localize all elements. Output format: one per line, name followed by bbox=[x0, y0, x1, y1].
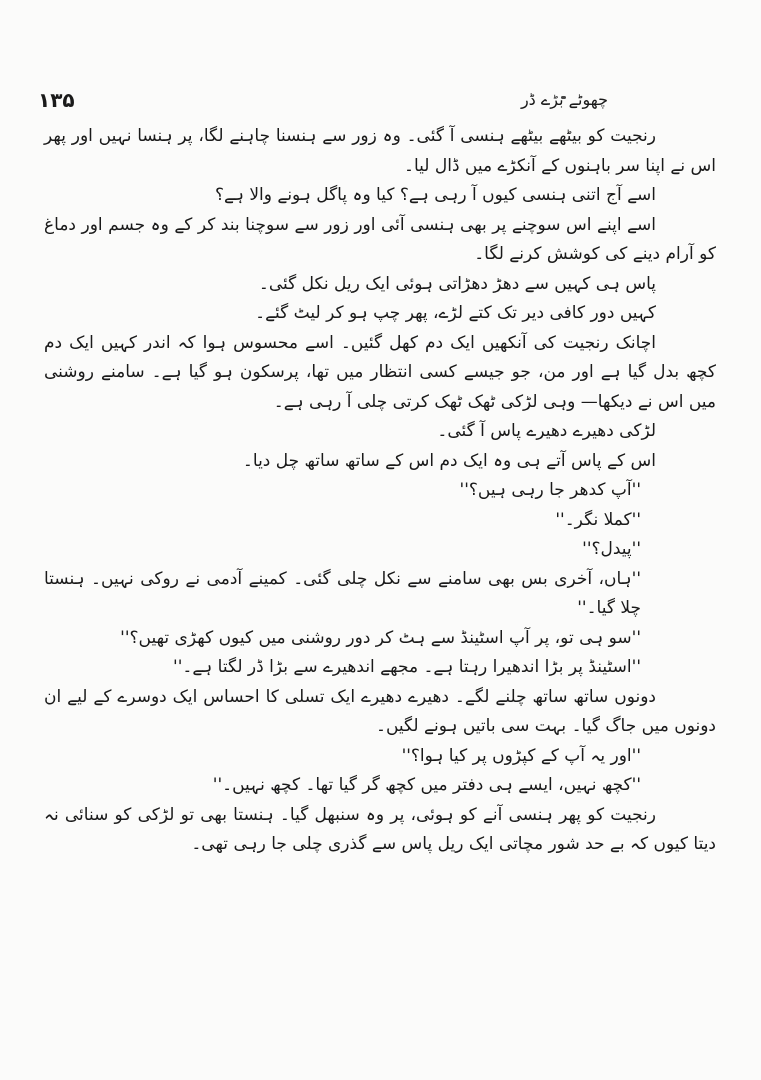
paragraph: اسے آج اتنی ہنسی کیوں آ رہی ہے؟ کیا وہ پاگل ہونے والا ہے؟ bbox=[214, 185, 656, 205]
paragraph: اس کے پاس آتے ہی وہ ایک دم اس کے ساتھ ساتھ چل دیا۔ bbox=[242, 450, 656, 471]
dialogue-line: ''کچھ نہیں، ایسے ہی دفتر میں کچھ گر گیا تھا۔ کچھ نہیں۔'' bbox=[212, 775, 641, 795]
page-number: ۱۳۵ bbox=[38, 88, 75, 112]
dialogue-line: ''پیدل؟'' bbox=[582, 539, 641, 559]
paragraph: رنجیت کو پھر ہنسی آنے کو ہوئی، پر وہ سنبھل گیا۔ ہنستا بھی تو لڑکی کو سنائی نہ دیتا کیوں کہ بے حد شور مچاتی ایک ریل پاس سے گذری چلی جا رہی تھی۔ bbox=[44, 804, 716, 854]
paragraph: اچانک رنجیت کی آنکھیں ایک دم کھل گئیں۔ اسے محسوس ہوا کہ اندر کہیں ایک دم کچھ بدل گیا ہے اور من، جو جیسے کسی انتظار میں تھا، پرسکون ہو گیا ہے۔ سامنے روشنی میں اس نے دیکھا— وہی لڑکی ٹھک ٹھک کرتی چلی آ رہی ہے۔ bbox=[44, 332, 716, 412]
paragraph: لڑکی دھیرے دھیرے پاس آ گئی۔ bbox=[437, 421, 656, 441]
dialogue-line: ''ہاں، آخری بس بھی سامنے سے نکل چلی گئی۔ کمینے آدمی نے روکی نہیں۔ ہنستا چلا گیا۔'' bbox=[44, 568, 641, 618]
paragraph: پاس ہی کہیں سے دھڑ دھڑاتی ہوئی ایک ریل نکل گئی۔ bbox=[258, 273, 656, 294]
running-title: چھوٹے بڑے ڈر bbox=[520, 90, 608, 109]
page-header bbox=[38, 88, 608, 118]
paragraph: دونوں ساتھ ساتھ چلنے لگے۔ دھیرے دھیرے ایک تسلی کا احساس ایک دوسرے کے لیے ان دونوں میں جاگ گیا۔ بہت سی باتیں ہونے لگیں۔ bbox=[44, 686, 716, 736]
paragraph: کہیں دور کافی دیر تک کتے لڑے، پھر چپ ہو کر لیٹ گئے۔ bbox=[255, 303, 656, 323]
dialogue-line: ''اسٹینڈ پر بڑا اندھیرا رہتا ہے۔ مجھے اندھیرے سے بڑا ڈر لگتا ہے۔'' bbox=[173, 657, 641, 677]
dialogue-line: ''کملا نگر۔'' bbox=[555, 509, 641, 530]
paragraph: رنجیت کو بیٹھے بیٹھے ہنسی آ گئی۔ وہ زور سے ہنسنا چاہنے لگا، پر ہنسا نہیں اور پھر اس نے اپنا سر باہنوں کے آنکڑے میں ڈال لیا۔ bbox=[44, 126, 716, 176]
dialogue-line: ''آپ کدھر جا رہی ہیں؟'' bbox=[459, 480, 641, 500]
story-text bbox=[44, 122, 716, 860]
paragraph: اسے اپنے اس سوچنے پر بھی ہنسی آئی اور زور سے سوچنا بند کر کے وہ جسم اور دماغ کو آرام دینے کی کوشش کرنے لگا۔ bbox=[44, 214, 716, 264]
dialogue-line: ''سو ہی تو، پر آپ اسٹینڈ سے ہٹ کر دور روشنی میں کیوں کھڑی تھیں؟'' bbox=[120, 627, 641, 648]
dialogue-line: ''اور یہ آپ کے کپڑوں پر کیا ہوا؟'' bbox=[401, 745, 641, 766]
